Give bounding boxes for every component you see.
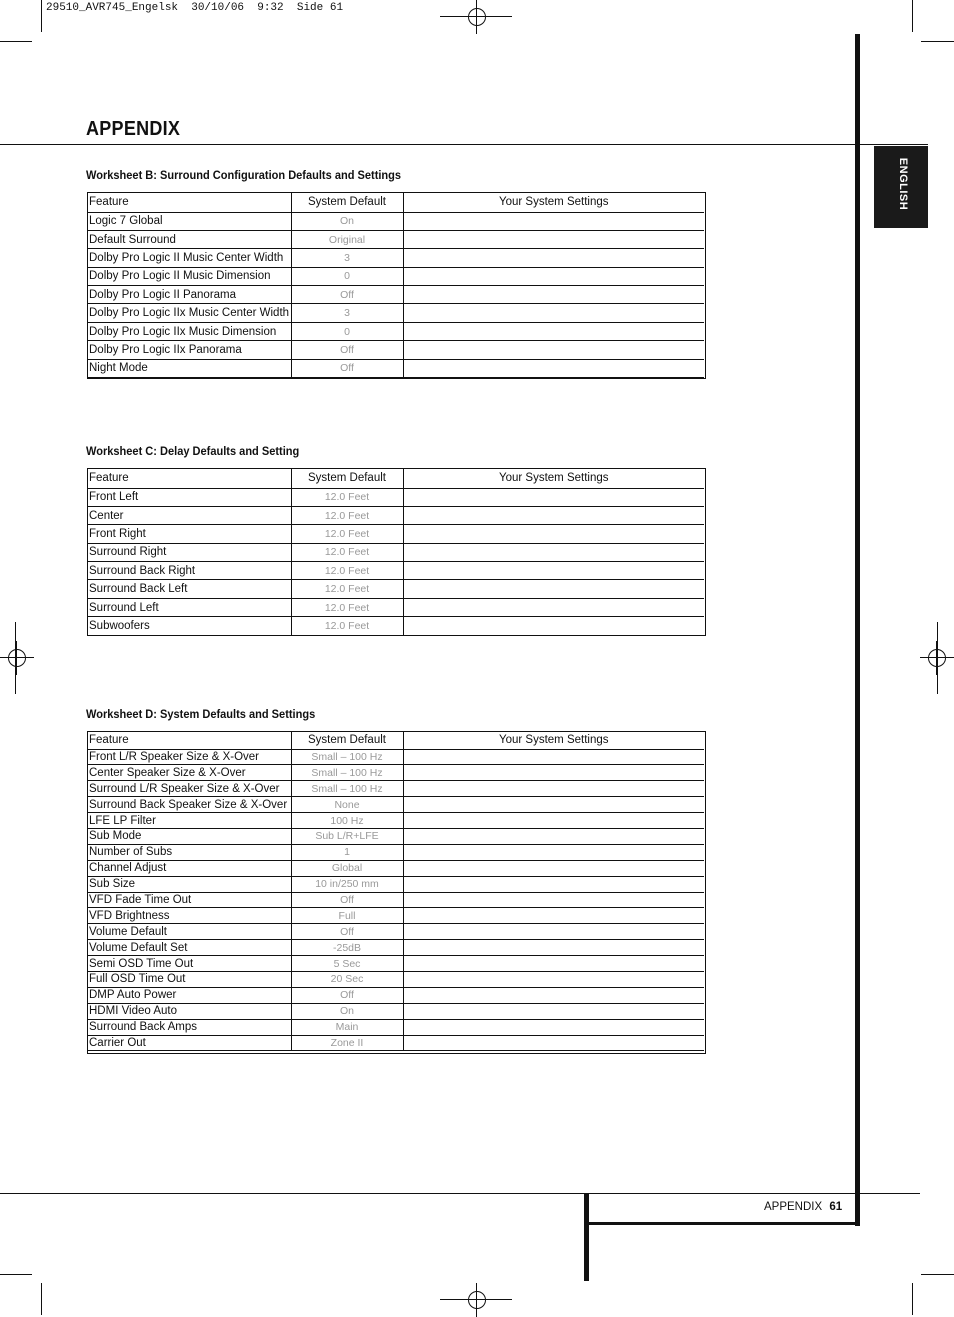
your-setting-cell[interactable] <box>403 359 704 377</box>
feature-cell: HDMI Video Auto <box>87 1003 291 1019</box>
registration-line <box>15 622 16 694</box>
feature-cell: Logic 7 Global <box>87 212 291 230</box>
table-row <box>87 1019 704 1035</box>
table-row <box>87 543 704 561</box>
table-row <box>87 924 704 940</box>
system-default-cell: 12.0 Feet <box>291 562 403 580</box>
feature-cell: Night Mode <box>87 359 291 377</box>
table-row <box>87 488 704 506</box>
your-setting-cell[interactable] <box>403 956 704 972</box>
feature-cell: Surround Back Speaker Size & X-Over <box>87 797 291 813</box>
table-row <box>87 749 704 765</box>
table-row <box>87 987 704 1003</box>
system-default-cell: 5 Sec <box>291 956 403 972</box>
feature-cell: Dolby Pro Logic IIx Panorama <box>87 341 291 359</box>
system-default-cell: Off <box>291 924 403 940</box>
feature-cell: Center Speaker Size & X-Over <box>87 765 291 781</box>
table-row <box>87 212 704 230</box>
table-row <box>87 562 704 580</box>
your-setting-cell[interactable] <box>403 212 704 230</box>
feature-cell: Surround L/R Speaker Size & X-Over <box>87 781 291 797</box>
system-default-cell: 3 <box>291 249 403 267</box>
feature-cell: Dolby Pro Logic IIx Music Dimension <box>87 322 291 340</box>
table-row <box>87 797 704 813</box>
feature-cell: Volume Default <box>87 924 291 940</box>
feature-cell: Front Left <box>87 488 291 506</box>
system-default-cell: 100 Hz <box>291 813 403 829</box>
your-setting-cell[interactable] <box>403 230 704 248</box>
registration-line <box>937 622 938 694</box>
footer-rule <box>0 1193 920 1194</box>
your-setting-cell[interactable] <box>403 908 704 924</box>
your-setting-cell[interactable] <box>403 813 704 829</box>
system-default-cell: Off <box>291 341 403 359</box>
your-setting-cell[interactable] <box>403 543 704 561</box>
table-row <box>87 892 704 908</box>
worksheet-b-table <box>87 192 704 378</box>
system-default-cell: Small – 100 Hz <box>291 749 403 765</box>
system-default-cell: 12.0 Feet <box>291 598 403 616</box>
right-page-bar <box>855 34 860 1226</box>
footer-page-label <box>764 1201 842 1213</box>
feature-cell: LFE LP Filter <box>87 813 291 829</box>
crop-mark <box>912 1283 913 1315</box>
your-setting-cell[interactable] <box>403 892 704 908</box>
feature-cell: Surround Back Left <box>87 580 291 598</box>
feature-cell: Dolby Pro Logic II Panorama <box>87 286 291 304</box>
crop-mark <box>41 1283 42 1315</box>
your-setting-cell[interactable] <box>403 1035 704 1051</box>
table-row <box>87 525 704 543</box>
feature-cell: Volume Default Set <box>87 940 291 956</box>
registration-mark-top <box>460 0 494 34</box>
feature-cell: Semi OSD Time Out <box>87 956 291 972</box>
print-slug: 29510_AVR745_Engelsk 30/10/06 9:32 Side 61 <box>46 2 344 14</box>
header-system-default: System Default <box>291 468 403 488</box>
your-setting-cell[interactable] <box>403 781 704 797</box>
footer-section: APPENDIX <box>764 1201 823 1213</box>
crop-mark <box>921 41 954 42</box>
table-row <box>87 1003 704 1019</box>
your-setting-cell[interactable] <box>403 580 704 598</box>
your-setting-cell[interactable] <box>403 987 704 1003</box>
table-row <box>87 813 704 829</box>
feature-cell: Channel Adjust <box>87 860 291 876</box>
table-row <box>87 267 704 285</box>
your-setting-cell[interactable] <box>403 617 704 635</box>
feature-cell: VFD Brightness <box>87 908 291 924</box>
your-setting-cell[interactable] <box>403 304 704 322</box>
your-setting-cell[interactable] <box>403 249 704 267</box>
system-default-cell: 1 <box>291 844 403 860</box>
crop-mark <box>921 1274 954 1275</box>
your-setting-cell[interactable] <box>403 341 704 359</box>
your-setting-cell[interactable] <box>403 322 704 340</box>
system-default-cell: 0 <box>291 322 403 340</box>
your-setting-cell[interactable] <box>403 488 704 506</box>
feature-cell: Front L/R Speaker Size & X-Over <box>87 749 291 765</box>
your-setting-cell[interactable] <box>403 765 704 781</box>
system-default-cell: 12.0 Feet <box>291 525 403 543</box>
table-row <box>87 286 704 304</box>
your-setting-cell[interactable] <box>403 797 704 813</box>
system-default-cell: 12.0 Feet <box>291 506 403 524</box>
table-row <box>87 304 704 322</box>
feature-cell: Default Surround <box>87 230 291 248</box>
system-default-cell: 12.0 Feet <box>291 543 403 561</box>
your-setting-cell[interactable] <box>403 267 704 285</box>
table-row <box>87 1035 704 1051</box>
your-setting-cell[interactable] <box>403 1003 704 1019</box>
table-row <box>87 598 704 616</box>
system-default-cell: None <box>291 797 403 813</box>
your-setting-cell[interactable] <box>403 525 704 543</box>
system-default-cell: Small – 100 Hz <box>291 765 403 781</box>
table-row <box>87 876 704 892</box>
header-feature: Feature <box>87 192 291 212</box>
your-setting-cell[interactable] <box>403 844 704 860</box>
registration-mark-bottom <box>460 1283 494 1317</box>
table-row <box>87 249 704 267</box>
your-setting-cell[interactable] <box>403 971 704 987</box>
language-tab-label: ENGLISH <box>897 157 910 211</box>
system-default-cell: 12.0 Feet <box>291 488 403 506</box>
worksheet-c-table <box>87 468 704 636</box>
system-default-cell: Global <box>291 860 403 876</box>
system-default-cell: Off <box>291 359 403 377</box>
table-header-row <box>87 192 704 212</box>
crop-mark <box>912 0 913 32</box>
header-your-settings: Your System Settings <box>403 468 704 488</box>
system-default-cell: 12.0 Feet <box>291 580 403 598</box>
feature-cell: Surround Left <box>87 598 291 616</box>
header-system-default: System Default <box>291 731 403 749</box>
table-header-row <box>87 468 704 488</box>
your-setting-cell[interactable] <box>403 1019 704 1035</box>
feature-cell: Dolby Pro Logic II Music Dimension <box>87 267 291 285</box>
table-row <box>87 940 704 956</box>
system-default-cell: -25dB <box>291 940 403 956</box>
crop-mark <box>0 1274 32 1275</box>
your-setting-cell[interactable] <box>403 749 704 765</box>
system-default-cell: Original <box>291 230 403 248</box>
feature-cell: Carrier Out <box>87 1035 291 1051</box>
system-default-cell: Sub L/R+LFE <box>291 828 403 844</box>
table-row <box>87 506 704 524</box>
feature-cell: Surround Right <box>87 543 291 561</box>
system-default-cell: Off <box>291 987 403 1003</box>
your-setting-cell[interactable] <box>403 286 704 304</box>
worksheet-c-title: Worksheet C: Delay Defaults and Setting <box>86 444 300 458</box>
feature-cell: Dolby Pro Logic II Music Center Width <box>87 249 291 267</box>
system-default-cell: Zone II <box>291 1035 403 1051</box>
your-setting-cell[interactable] <box>403 562 704 580</box>
table-row <box>87 908 704 924</box>
table-row <box>87 322 704 340</box>
feature-cell: Surround Back Amps <box>87 1019 291 1035</box>
table-row <box>87 341 704 359</box>
system-default-cell: 20 Sec <box>291 971 403 987</box>
system-default-cell: Off <box>291 892 403 908</box>
table-row <box>87 580 704 598</box>
footer-bar-horizontal <box>584 1222 860 1225</box>
header-rule <box>0 144 928 145</box>
registration-mark-left <box>0 641 34 675</box>
system-default-cell: Main <box>291 1019 403 1035</box>
feature-cell: Full OSD Time Out <box>87 971 291 987</box>
system-default-cell: 0 <box>291 267 403 285</box>
table-row <box>87 828 704 844</box>
your-setting-cell[interactable] <box>403 598 704 616</box>
header-system-default: System Default <box>291 192 403 212</box>
page-title: APPENDIX <box>86 118 181 140</box>
your-setting-cell[interactable] <box>403 924 704 940</box>
table-row <box>87 971 704 987</box>
header-your-settings: Your System Settings <box>403 731 704 749</box>
worksheet-d-table <box>87 731 704 1051</box>
table-row <box>87 844 704 860</box>
your-setting-cell[interactable] <box>403 506 704 524</box>
page-number: 61 <box>829 1201 843 1213</box>
table-row <box>87 230 704 248</box>
feature-cell: Sub Mode <box>87 828 291 844</box>
feature-cell: Sub Size <box>87 876 291 892</box>
system-default-cell: On <box>291 212 403 230</box>
feature-cell: Number of Subs <box>87 844 291 860</box>
registration-line <box>440 16 512 17</box>
feature-cell: Surround Back Right <box>87 562 291 580</box>
crop-mark <box>0 41 32 42</box>
crop-mark <box>41 0 42 32</box>
system-default-cell: 12.0 Feet <box>291 617 403 635</box>
table-row <box>87 765 704 781</box>
system-default-cell: 3 <box>291 304 403 322</box>
table-row <box>87 860 704 876</box>
your-setting-cell[interactable] <box>403 860 704 876</box>
table-row <box>87 781 704 797</box>
feature-cell: Dolby Pro Logic IIx Music Center Width <box>87 304 291 322</box>
table-row <box>87 617 704 635</box>
worksheet-d-title: Worksheet D: System Defaults and Settings <box>86 707 316 721</box>
system-default-cell: Small – 100 Hz <box>291 781 403 797</box>
feature-cell: Center <box>87 506 291 524</box>
system-default-cell: 10 in/250 mm <box>291 876 403 892</box>
your-setting-cell[interactable] <box>403 940 704 956</box>
table-header-row <box>87 731 704 749</box>
registration-line <box>440 1299 512 1300</box>
system-default-cell: Full <box>291 908 403 924</box>
table-row <box>87 956 704 972</box>
feature-cell: DMP Auto Power <box>87 987 291 1003</box>
feature-cell: VFD Fade Time Out <box>87 892 291 908</box>
feature-cell: Front Right <box>87 525 291 543</box>
header-feature: Feature <box>87 731 291 749</box>
system-default-cell: On <box>291 1003 403 1019</box>
table-row <box>87 359 704 377</box>
worksheet-b-title: Worksheet B: Surround Configuration Defaults and Settings <box>86 168 402 182</box>
your-setting-cell[interactable] <box>403 876 704 892</box>
header-your-settings: Your System Settings <box>403 192 704 212</box>
system-default-cell: Off <box>291 286 403 304</box>
footer-bar-vertical <box>584 1193 589 1281</box>
header-feature: Feature <box>87 468 291 488</box>
your-setting-cell[interactable] <box>403 828 704 844</box>
language-tab <box>874 146 928 228</box>
feature-cell: Subwoofers <box>87 617 291 635</box>
